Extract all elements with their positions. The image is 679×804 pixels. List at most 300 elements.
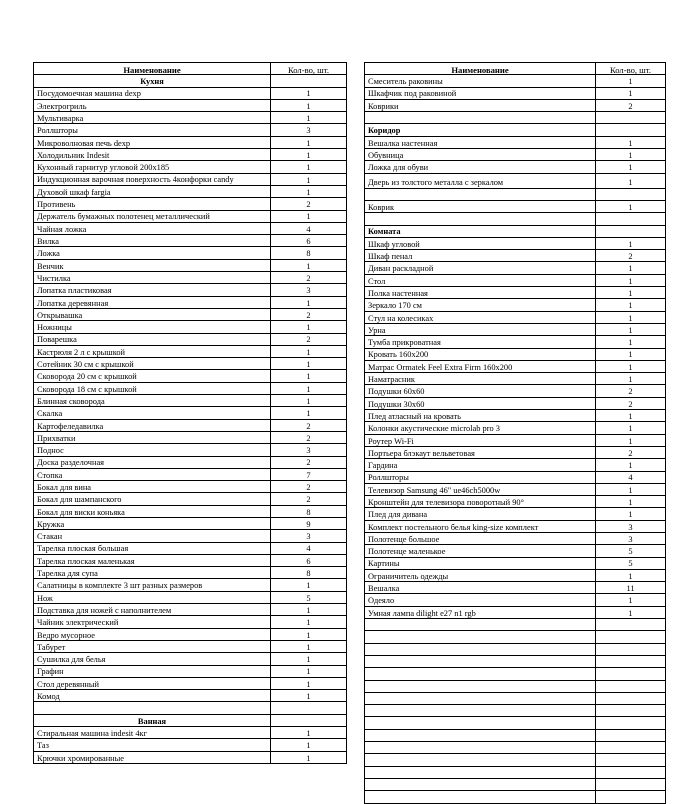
- table-row: [34, 444, 347, 456]
- empty-row: [365, 680, 666, 692]
- item-name: Ограничитель одежды: [365, 569, 596, 581]
- item-qty: 7: [271, 468, 347, 480]
- item-name: Умная лампа dilight e27 n1 rgb: [365, 606, 596, 618]
- item-name: Держатель бумажных полотенец металлический: [34, 210, 271, 222]
- item-qty: 1: [596, 323, 666, 335]
- empty-row: [365, 188, 666, 200]
- item-name: [365, 668, 596, 680]
- item-name: Открывашка: [34, 308, 271, 320]
- item-name: Роллшторы: [34, 124, 271, 136]
- item-qty: 2: [596, 385, 666, 397]
- table-row: [34, 530, 347, 542]
- item-name: Подушки 30х60: [365, 397, 596, 409]
- table-row: [34, 370, 347, 382]
- item-qty: 2: [271, 308, 347, 320]
- item-qty: 1: [271, 136, 347, 148]
- item-qty: 1: [271, 739, 347, 751]
- table-row: [34, 247, 347, 259]
- item-qty: 1: [596, 237, 666, 249]
- item-name: Кастрюля 2 л с крышкой: [34, 345, 271, 357]
- item-name: Бокал для виски коньяка: [34, 505, 271, 517]
- item-qty: 2: [596, 99, 666, 111]
- empty-row: [365, 705, 666, 717]
- item-qty: 1: [596, 311, 666, 323]
- item-name: Сковорода 20 см с крышкой: [34, 370, 271, 382]
- table-header-row: [34, 63, 347, 75]
- item-qty: 1: [271, 653, 347, 665]
- item-name: Доска разделочная: [34, 456, 271, 468]
- table-row: [365, 446, 666, 458]
- item-name: Противень: [34, 198, 271, 210]
- table-row: [34, 149, 347, 161]
- section-row: [34, 714, 347, 726]
- item-name: Урна: [365, 323, 596, 335]
- item-qty: [596, 754, 666, 766]
- table-row: [34, 579, 347, 591]
- item-name: Обувница: [365, 149, 596, 161]
- item-qty: 1: [596, 606, 666, 618]
- table-row: [34, 99, 347, 111]
- table-row: [365, 336, 666, 348]
- item-qty: [596, 766, 666, 778]
- table-row: [34, 198, 347, 210]
- item-qty: [596, 619, 666, 631]
- table-row: [34, 567, 347, 579]
- item-name: Стул на колесиках: [365, 311, 596, 323]
- item-qty: 4: [596, 471, 666, 483]
- item-name: [365, 778, 596, 790]
- item-qty: 1: [596, 508, 666, 520]
- item-qty: 1: [596, 75, 666, 87]
- table-row: [365, 323, 666, 335]
- item-name: Венчик: [34, 259, 271, 271]
- right-table-body: [365, 75, 666, 803]
- table-row: [34, 604, 347, 616]
- item-qty: 1: [271, 677, 347, 689]
- item-name: Духовой шкаф fargia: [34, 185, 271, 197]
- table-row: [365, 250, 666, 262]
- table-row: [365, 471, 666, 483]
- table-row: [365, 594, 666, 606]
- item-name: Поднос: [34, 444, 271, 456]
- item-name: Тумба прикроватная: [365, 336, 596, 348]
- item-name: [365, 766, 596, 778]
- item-qty: 1: [596, 348, 666, 360]
- item-name: [365, 717, 596, 729]
- item-name: [365, 112, 596, 124]
- item-qty: 1: [271, 407, 347, 419]
- column-header-qty: Кол-во, шт.: [596, 63, 666, 75]
- table-row: [365, 508, 666, 520]
- item-name: Роллшторы: [365, 471, 596, 483]
- empty-row: [365, 742, 666, 754]
- item-qty: 1: [271, 382, 347, 394]
- section-title: Комната: [365, 225, 596, 237]
- table-row: [34, 235, 347, 247]
- table-row: [34, 112, 347, 124]
- item-qty: 1: [271, 296, 347, 308]
- item-qty: 8: [271, 567, 347, 579]
- item-name: [365, 692, 596, 704]
- item-name: Полотенце большое: [365, 532, 596, 544]
- table-row: [365, 348, 666, 360]
- column-header-name: Наименование: [365, 63, 596, 75]
- empty-row: [365, 643, 666, 655]
- table-row: [34, 321, 347, 333]
- empty-row: [365, 754, 666, 766]
- item-qty: 6: [271, 554, 347, 566]
- item-qty: 1: [596, 459, 666, 471]
- table-row: [365, 434, 666, 446]
- column-header-name: Наименование: [34, 63, 271, 75]
- item-name: Лопатка деревянная: [34, 296, 271, 308]
- empty-row: [365, 692, 666, 704]
- item-qty: 1: [271, 579, 347, 591]
- item-name: [365, 754, 596, 766]
- table-row: [34, 542, 347, 554]
- table-row: [34, 431, 347, 443]
- item-name: Сушилка для белья: [34, 653, 271, 665]
- table-row: [34, 517, 347, 529]
- item-qty: 1: [271, 751, 347, 763]
- table-row: [34, 222, 347, 234]
- table-row: [365, 582, 666, 594]
- item-qty: 1: [596, 483, 666, 495]
- table-row: [365, 459, 666, 471]
- item-qty: 1: [596, 569, 666, 581]
- item-qty: 11: [596, 582, 666, 594]
- item-qty: 1: [271, 727, 347, 739]
- table-row: [365, 99, 666, 111]
- item-name: Крючки хромированные: [34, 751, 271, 763]
- item-qty: 1: [596, 149, 666, 161]
- item-name: Коврик: [365, 200, 596, 212]
- item-qty: 2: [596, 397, 666, 409]
- item-qty: 2: [271, 198, 347, 210]
- item-qty: 1: [271, 259, 347, 271]
- item-qty: 1: [271, 370, 347, 382]
- item-qty: 9: [271, 517, 347, 529]
- table-row: [34, 185, 347, 197]
- item-qty: [596, 225, 666, 237]
- table-row: [34, 727, 347, 739]
- table-row: [34, 640, 347, 652]
- item-qty: 2: [271, 333, 347, 345]
- item-qty: [596, 631, 666, 643]
- item-name: Холодильник Indesit: [34, 149, 271, 161]
- table-row: [34, 665, 347, 677]
- table-row: [365, 287, 666, 299]
- item-qty: 1: [596, 262, 666, 274]
- item-name: Ложка для обуви: [365, 161, 596, 173]
- inventory-table-left: [33, 62, 347, 764]
- item-qty: 2: [271, 493, 347, 505]
- table-row: [34, 505, 347, 517]
- item-name: Скалка: [34, 407, 271, 419]
- table-header-row: [365, 63, 666, 75]
- item-name: Коврики: [365, 99, 596, 111]
- empty-row: [365, 717, 666, 729]
- item-name: Ножницы: [34, 321, 271, 333]
- item-name: Стопка: [34, 468, 271, 480]
- item-name: Стакан: [34, 530, 271, 542]
- table-row: [34, 308, 347, 320]
- item-qty: 1: [596, 287, 666, 299]
- table-row: [365, 173, 666, 188]
- table-row: [365, 274, 666, 286]
- table-row: [365, 410, 666, 422]
- item-qty: [596, 213, 666, 225]
- table-row: [34, 87, 347, 99]
- table-row: [365, 75, 666, 87]
- item-qty: 6: [271, 235, 347, 247]
- item-name: [365, 729, 596, 741]
- item-qty: 5: [596, 545, 666, 557]
- table-row: [34, 210, 347, 222]
- item-qty: 1: [596, 594, 666, 606]
- table-row: [34, 136, 347, 148]
- item-name: Гардина: [365, 459, 596, 471]
- item-name: Комплект постельного белья king-size комплект: [365, 520, 596, 532]
- table-row: [365, 569, 666, 581]
- item-name: Подставка для ножей с наполнителем: [34, 604, 271, 616]
- item-name: Чайник электрический: [34, 616, 271, 628]
- item-name: Таз: [34, 739, 271, 751]
- item-name: Ложка: [34, 247, 271, 259]
- item-name: Бокал для шампанского: [34, 493, 271, 505]
- item-name: Блинная сковорода: [34, 395, 271, 407]
- item-name: Дверь из толстого металла с зеркалом: [365, 173, 596, 188]
- item-qty: 1: [596, 422, 666, 434]
- section-row: [365, 124, 666, 136]
- table-row: [34, 468, 347, 480]
- item-qty: 1: [271, 112, 347, 124]
- item-qty: 2: [271, 272, 347, 284]
- item-name: Зеркало 170 см: [365, 299, 596, 311]
- item-qty: 1: [596, 373, 666, 385]
- item-qty: 2: [271, 431, 347, 443]
- table-row: [365, 360, 666, 372]
- item-name: Телевизор Samsung 46" ue46ch5000w: [365, 483, 596, 495]
- table-row: [34, 493, 347, 505]
- item-name: Графин: [34, 665, 271, 677]
- item-name: Одеяло: [365, 594, 596, 606]
- item-qty: 1: [271, 395, 347, 407]
- item-qty: 5: [271, 591, 347, 603]
- item-qty: 4: [271, 222, 347, 234]
- table-row: [34, 173, 347, 185]
- item-qty: [596, 742, 666, 754]
- empty-row: [365, 655, 666, 667]
- table-row: [365, 262, 666, 274]
- table-row: [34, 653, 347, 665]
- item-name: Поварешка: [34, 333, 271, 345]
- section-row: [365, 225, 666, 237]
- table-row: [34, 690, 347, 702]
- table-row: [34, 345, 347, 357]
- item-qty: [596, 705, 666, 717]
- left-table-body: [34, 75, 347, 764]
- table-row: [365, 483, 666, 495]
- section-title: Коридор: [365, 124, 596, 136]
- item-name: [365, 188, 596, 200]
- item-qty: 2: [271, 481, 347, 493]
- table-row: [34, 591, 347, 603]
- item-name: Посудомоечная машина dexp: [34, 87, 271, 99]
- item-qty: 4: [271, 542, 347, 554]
- item-name: Индукционная варочная поверхность 4конфорки candy: [34, 173, 271, 185]
- item-name: [365, 705, 596, 717]
- item-name: Кружка: [34, 517, 271, 529]
- item-qty: 1: [271, 210, 347, 222]
- item-qty: 1: [271, 665, 347, 677]
- item-qty: 1: [271, 358, 347, 370]
- table-row: [34, 751, 347, 763]
- item-qty: [271, 702, 347, 714]
- item-qty: [596, 188, 666, 200]
- item-qty: [596, 668, 666, 680]
- item-qty: [596, 643, 666, 655]
- item-qty: 1: [271, 640, 347, 652]
- item-name: Микроволновая печь dexp: [34, 136, 271, 148]
- item-qty: 5: [596, 557, 666, 569]
- item-name: Комод: [34, 690, 271, 702]
- item-name: Наматрасник: [365, 373, 596, 385]
- item-qty: 1: [271, 616, 347, 628]
- item-qty: [596, 692, 666, 704]
- column-header-qty: Кол-во, шт.: [271, 63, 347, 75]
- item-name: Вешалка настенная: [365, 136, 596, 148]
- item-name: Роутер Wi-Fi: [365, 434, 596, 446]
- item-qty: 1: [271, 628, 347, 640]
- table-row: [34, 616, 347, 628]
- item-name: Тарелка плоская маленькая: [34, 554, 271, 566]
- item-qty: 2: [271, 456, 347, 468]
- item-qty: 3: [271, 530, 347, 542]
- item-name: Тарелка плоская большая: [34, 542, 271, 554]
- item-name: [365, 791, 596, 803]
- item-name: [34, 702, 271, 714]
- item-name: Плед атласный на кровать: [365, 410, 596, 422]
- table-row: [34, 628, 347, 640]
- table-row: [365, 237, 666, 249]
- section-title: Ванная: [34, 714, 271, 726]
- item-name: Полка настенная: [365, 287, 596, 299]
- empty-row: [365, 112, 666, 124]
- item-name: Кровать 160х200: [365, 348, 596, 360]
- item-qty: 1: [271, 321, 347, 333]
- empty-row: [365, 766, 666, 778]
- item-qty: 1: [596, 136, 666, 148]
- table-row: [365, 496, 666, 508]
- item-name: Салатницы в комплекте 3 шт разных размеров: [34, 579, 271, 591]
- table-row: [365, 161, 666, 173]
- item-qty: 1: [596, 410, 666, 422]
- empty-row: [365, 631, 666, 643]
- table-row: [34, 419, 347, 431]
- item-qty: 1: [596, 336, 666, 348]
- table-row: [34, 739, 347, 751]
- item-qty: [271, 75, 347, 87]
- item-qty: 3: [271, 124, 347, 136]
- item-name: Диван раскладной: [365, 262, 596, 274]
- item-name: Шкаф пенал: [365, 250, 596, 262]
- item-qty: 1: [596, 274, 666, 286]
- item-name: Бокал для вина: [34, 481, 271, 493]
- item-name: Нож: [34, 591, 271, 603]
- item-qty: [596, 124, 666, 136]
- item-name: Табурет: [34, 640, 271, 652]
- item-qty: [271, 714, 347, 726]
- item-name: [365, 631, 596, 643]
- item-name: Портьера блэкаут вельветовая: [365, 446, 596, 458]
- empty-row: [365, 778, 666, 790]
- empty-row: [365, 619, 666, 631]
- item-qty: 3: [596, 520, 666, 532]
- item-name: Подушки 60х60: [365, 385, 596, 397]
- item-qty: 1: [271, 185, 347, 197]
- item-name: [365, 213, 596, 225]
- table-row: [34, 395, 347, 407]
- table-row: [365, 149, 666, 161]
- table-row: [365, 606, 666, 618]
- item-qty: 1: [596, 161, 666, 173]
- inventory-table-right: [364, 62, 666, 804]
- item-name: [365, 742, 596, 754]
- item-name: Прихватки: [34, 431, 271, 443]
- item-qty: 3: [271, 444, 347, 456]
- table-row: [365, 200, 666, 212]
- item-qty: 1: [271, 345, 347, 357]
- item-name: Электрогриль: [34, 99, 271, 111]
- table-row: [365, 557, 666, 569]
- table-row: [365, 520, 666, 532]
- table-row: [34, 407, 347, 419]
- table-row: [34, 456, 347, 468]
- item-name: [365, 680, 596, 692]
- table-row: [365, 373, 666, 385]
- item-qty: 1: [596, 87, 666, 99]
- table-row: [365, 136, 666, 148]
- item-name: Картофеледавилка: [34, 419, 271, 431]
- item-qty: 1: [596, 299, 666, 311]
- item-qty: 1: [271, 161, 347, 173]
- item-qty: 1: [596, 173, 666, 188]
- item-name: Кронштейн для телевизора поворотный 90°: [365, 496, 596, 508]
- section-row: [34, 75, 347, 87]
- table-row: [34, 284, 347, 296]
- table-row: [365, 397, 666, 409]
- item-name: Шкаф угловой: [365, 237, 596, 249]
- item-qty: 2: [596, 446, 666, 458]
- table-row: [365, 545, 666, 557]
- table-row: [34, 272, 347, 284]
- item-qty: [596, 729, 666, 741]
- item-name: Вилка: [34, 235, 271, 247]
- item-name: Чайная ложка: [34, 222, 271, 234]
- table-row: [365, 532, 666, 544]
- table-row: [365, 311, 666, 323]
- table-row: [34, 124, 347, 136]
- item-name: Вешалка: [365, 582, 596, 594]
- item-qty: 1: [596, 200, 666, 212]
- item-name: [365, 619, 596, 631]
- item-qty: 1: [271, 99, 347, 111]
- item-name: Сковорода 18 см с крышкой: [34, 382, 271, 394]
- item-name: [365, 643, 596, 655]
- item-qty: [596, 778, 666, 790]
- item-qty: 3: [271, 284, 347, 296]
